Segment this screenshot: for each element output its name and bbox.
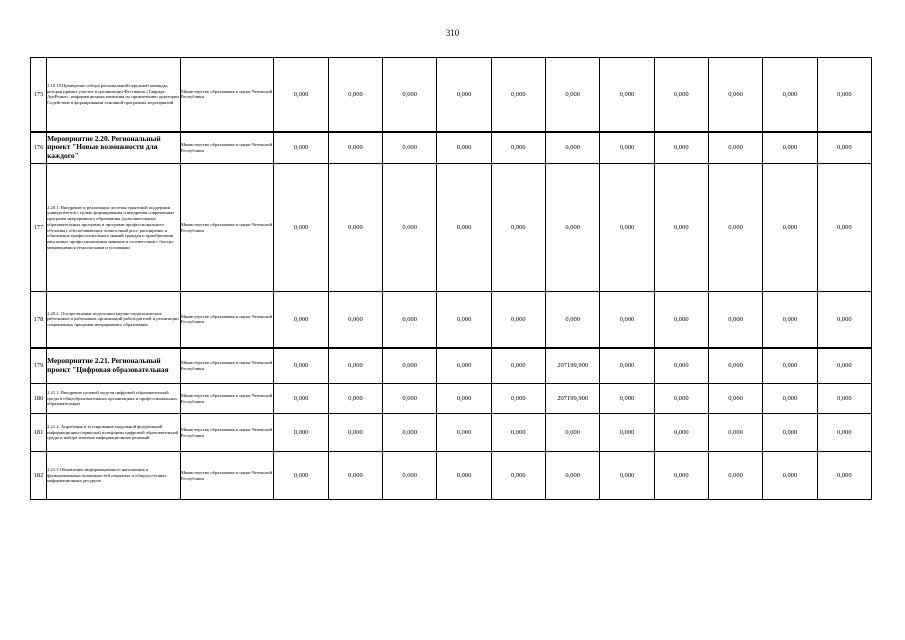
funding-value: 0,000	[763, 164, 817, 292]
funding-value: 0,000	[437, 58, 491, 132]
funding-value: 0,000	[328, 132, 382, 164]
activity-description: 2.20.2. Осуществление подготовки научно-педагогических работников и работников организаций работодателей и реализации современных программ непрерывного образования	[47, 292, 181, 348]
funding-value: 0,000	[654, 58, 708, 132]
responsible-executor: Министерство образования и науки Чеченской Республики	[180, 164, 274, 292]
activity-description: 2.21.1. Внедрение целевой модели цифровой образовательной среды в общеобразовательных организациях и профессиональных образовательных	[47, 384, 181, 414]
row-number: 182	[31, 452, 47, 500]
funding-value: 0,000	[654, 348, 708, 384]
row-number: 177	[31, 164, 47, 292]
funding-value: 0,000	[708, 384, 762, 414]
row-number: 175	[31, 58, 47, 132]
funding-value: 0,000	[437, 292, 491, 348]
funding-value: 207199,900	[545, 384, 599, 414]
responsible-executor: Министерство образования и науки Чеченской Республики	[180, 414, 274, 452]
funding-value: 0,000	[817, 164, 871, 292]
funding-value: 0,000	[763, 292, 817, 348]
funding-value: 0,000	[763, 132, 817, 164]
funding-value: 0,000	[491, 292, 545, 348]
row-number: 180	[31, 384, 47, 414]
funding-value: 0,000	[600, 164, 654, 292]
funding-value: 0,000	[437, 414, 491, 452]
funding-value: 0,000	[708, 132, 762, 164]
funding-value: 0,000	[328, 414, 382, 452]
funding-value: 0,000	[274, 164, 328, 292]
funding-value: 0,000	[817, 58, 871, 132]
row-number: 178	[31, 292, 47, 348]
funding-value: 0,000	[274, 132, 328, 164]
funding-value: 0,000	[763, 452, 817, 500]
funding-value: 0,000	[491, 452, 545, 500]
table-row	[31, 384, 872, 414]
funding-value: 0,000	[600, 58, 654, 132]
activity-description: 2.19.19.Проведение отбора региональной/окружной команды, которая примет участие в организации Фестиваля «Таврида-АртРемиз», информационная кампания по привлечению аудитории Содействие в формировании основной программы мероприятий	[47, 58, 181, 132]
funding-value: 0,000	[437, 384, 491, 414]
funding-value: 0,000	[654, 164, 708, 292]
funding-value: 0,000	[708, 58, 762, 132]
activity-description: Мероприятие 2.20. Региональный проект "Новые возможности для каждого"	[47, 132, 181, 164]
funding-value: 0,000	[328, 164, 382, 292]
responsible-executor: Министерство образования и науки Чеченской Республики	[180, 348, 274, 384]
funding-value: 0,000	[383, 452, 437, 500]
activity-description: 2.21.2. Апробация и тестирование модульной федеральной информационно-сервисной платформы цифровой образовательной среды и набора типовых информационных решений	[47, 414, 181, 452]
funding-value: 0,000	[654, 292, 708, 348]
row-number: 181	[31, 414, 47, 452]
funding-value: 0,000	[600, 292, 654, 348]
funding-value: 0,000	[274, 292, 328, 348]
funding-value: 0,000	[654, 414, 708, 452]
funding-value: 0,000	[491, 414, 545, 452]
funding-value: 0,000	[383, 384, 437, 414]
funding-value: 0,000	[545, 132, 599, 164]
funding-value: 0,000	[817, 414, 871, 452]
funding-value: 0,000	[328, 348, 382, 384]
table-row	[31, 58, 872, 132]
funding-value: 0,000	[817, 384, 871, 414]
responsible-executor: Министерство образования и науки Чеченской Республики	[180, 132, 274, 164]
funding-value: 0,000	[437, 348, 491, 384]
funding-value: 0,000	[383, 164, 437, 292]
funding-value: 0,000	[654, 384, 708, 414]
funding-value: 0,000	[491, 384, 545, 414]
responsible-executor: Министерство образования и науки Чеченской Республики	[180, 452, 274, 500]
table-row	[31, 292, 872, 348]
activity-description: 2.21.3.Обновление информационного наполнения и функциональных возможностей открытых и общедоступных информационных ресурсов	[47, 452, 181, 500]
funding-value: 0,000	[708, 452, 762, 500]
funding-value: 0,000	[600, 348, 654, 384]
funding-value: 0,000	[383, 58, 437, 132]
funding-value: 0,000	[274, 58, 328, 132]
activity-description: Мероприятие 2.21. Региональный проект "Цифровая образовательная	[47, 348, 181, 384]
funding-value: 0,000	[437, 132, 491, 164]
funding-value: 0,000	[708, 348, 762, 384]
funding-value: 0,000	[817, 348, 871, 384]
table-row	[31, 132, 872, 164]
table-row	[31, 348, 872, 384]
funding-value: 0,000	[274, 414, 328, 452]
funding-value: 0,000	[491, 132, 545, 164]
funding-value: 0,000	[383, 414, 437, 452]
funding-value: 0,000	[491, 348, 545, 384]
funding-value: 207199,900	[545, 348, 599, 384]
table-row	[31, 414, 872, 452]
funding-value: 0,000	[654, 132, 708, 164]
funding-value: 0,000	[328, 292, 382, 348]
funding-value: 0,000	[545, 452, 599, 500]
funding-value: 0,000	[383, 132, 437, 164]
funding-value: 0,000	[274, 452, 328, 500]
budget-table	[30, 57, 872, 500]
responsible-executor: Министерство образования и науки Чеченской Республики	[180, 292, 274, 348]
page-number: 310	[445, 28, 460, 38]
funding-value: 0,000	[817, 452, 871, 500]
funding-value: 0,000	[328, 58, 382, 132]
funding-value: 0,000	[274, 348, 328, 384]
table-row	[31, 452, 872, 500]
funding-value: 0,000	[545, 292, 599, 348]
funding-value: 0,000	[328, 384, 382, 414]
funding-value: 0,000	[437, 164, 491, 292]
funding-value: 0,000	[708, 292, 762, 348]
funding-value: 0,000	[545, 58, 599, 132]
responsible-executor: Министерство образования и науки Чеченской Республики	[180, 384, 274, 414]
funding-value: 0,000	[328, 452, 382, 500]
funding-value: 0,000	[763, 384, 817, 414]
responsible-executor: Министерство образования и науки Чеченской Республики	[180, 58, 274, 132]
funding-value: 0,000	[437, 452, 491, 500]
funding-value: 0,000	[763, 414, 817, 452]
funding-value: 0,000	[545, 414, 599, 452]
funding-value: 0,000	[491, 58, 545, 132]
funding-value: 0,000	[654, 452, 708, 500]
funding-value: 0,000	[383, 292, 437, 348]
funding-value: 0,000	[763, 348, 817, 384]
funding-value: 0,000	[817, 292, 871, 348]
row-number: 176	[31, 132, 47, 164]
funding-value: 0,000	[545, 164, 599, 292]
funding-value: 0,000	[600, 384, 654, 414]
funding-value: 0,000	[708, 164, 762, 292]
table-row	[31, 164, 872, 292]
funding-value: 0,000	[600, 414, 654, 452]
row-number: 179	[31, 348, 47, 384]
funding-value: 0,000	[491, 164, 545, 292]
activity-description: 2.20.1. Внедрение и реализация системы грантовой поддержки университетов с целью формирования и внедрения современных программ непрерывного образования (дополнительных образовательных программ и программ профессионального обучения), обеспечивающих личностный рост, расширение и обновление профессиональных знаний граждан и приобретения ими новых профессиональных навыков в соответствии с быстро меняющимися технологиями и условиями	[47, 164, 181, 292]
funding-value: 0,000	[274, 384, 328, 414]
funding-value: 0,000	[763, 58, 817, 132]
funding-value: 0,000	[600, 132, 654, 164]
funding-value: 0,000	[817, 132, 871, 164]
funding-value: 0,000	[600, 452, 654, 500]
funding-value: 0,000	[383, 348, 437, 384]
funding-value: 0,000	[708, 414, 762, 452]
